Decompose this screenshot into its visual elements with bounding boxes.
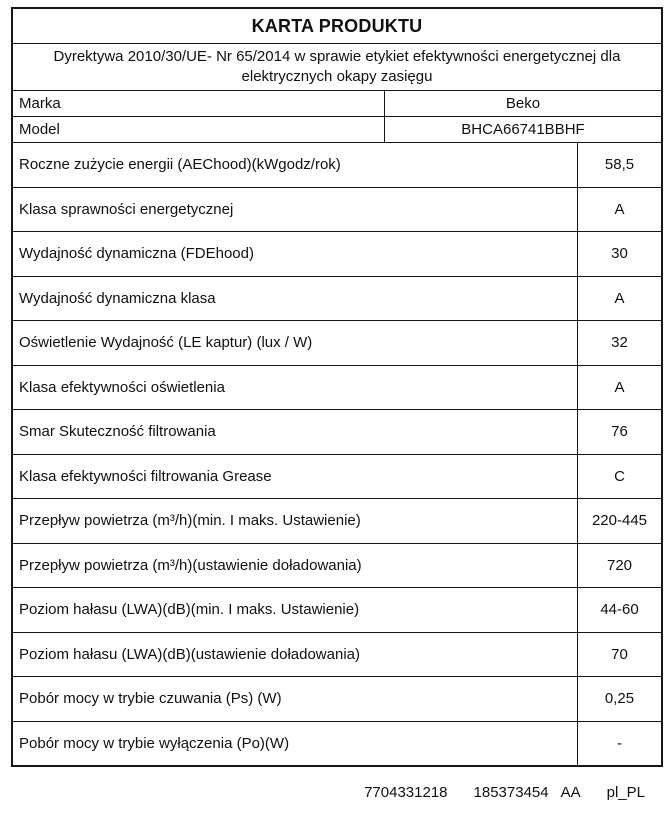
spec-value: C xyxy=(577,455,661,499)
spec-label: Smar Skuteczność filtrowania xyxy=(19,423,216,441)
sheet-title: KARTA PRODUKTU xyxy=(251,15,423,36)
spec-value: 76 xyxy=(577,410,661,454)
spec-value: 30 xyxy=(577,232,661,276)
spec-label: Wydajność dynamiczna klasa xyxy=(19,289,216,307)
spec-row-airflow-boost xyxy=(13,543,661,588)
spec-label: Wydajność dynamiczna (FDEhood) xyxy=(19,245,254,263)
directive-note: Dyrektywa 2010/30/UE- Nr 65/2014 w sprawie etykiet efektywności energetycznej dla elektrycznych okapy zasięgu xyxy=(53,48,621,85)
spec-row-noise-min-max xyxy=(13,587,661,632)
spec-row-noise-boost xyxy=(13,632,661,677)
spec-value: A xyxy=(577,188,661,232)
spec-row-fluid-dynamic-class xyxy=(13,276,661,321)
spec-value: - xyxy=(577,722,661,766)
model-row xyxy=(13,116,661,142)
spec-label: Roczne zużycie energii (AEChood)(kWgodz/rok) xyxy=(19,156,341,174)
spec-label: Przepływ powietrza (m³/h)(ustawienie doładowania) xyxy=(19,556,362,574)
footer-part-number: 7704331218 xyxy=(364,784,448,801)
spec-label: Klasa efektywności oświetlenia xyxy=(19,378,225,396)
spec-value: 44-60 xyxy=(577,588,661,632)
spec-label: Poziom hałasu (LWA)(dB)(min. I maks. Ustawienie) xyxy=(19,601,360,619)
brand-value: Beko xyxy=(384,91,661,116)
spec-value: 58,5 xyxy=(577,143,661,187)
spec-row-grease-filtering-class xyxy=(13,454,661,499)
brand-label: Marka xyxy=(19,95,61,112)
spec-value: A xyxy=(577,366,661,410)
spec-row-airflow-min-max xyxy=(13,498,661,543)
spec-value: A xyxy=(577,277,661,321)
model-value: BHCA66741BBHF xyxy=(384,117,661,142)
spec-label: Klasa sprawności energetycznej xyxy=(19,200,234,218)
directive-row xyxy=(13,43,661,90)
spec-row-fluid-dynamic-efficiency xyxy=(13,231,661,276)
spec-label: Oświetlenie Wydajność (LE kaptur) (lux / W) xyxy=(19,334,313,352)
spec-label: Pobór mocy w trybie wyłączenia (Po)(W) xyxy=(19,734,290,752)
spec-row-lighting-class xyxy=(13,365,661,410)
product-table xyxy=(11,7,663,767)
spec-label: Przepływ powietrza (m³/h)(min. I maks. Ustawienie) xyxy=(19,512,361,530)
spec-row-lighting-efficiency xyxy=(13,320,661,365)
spec-row-grease-filtering xyxy=(13,409,661,454)
footer-document-number: 185373454 xyxy=(473,784,549,801)
spec-label: Klasa efektywności filtrowania Grease xyxy=(19,467,272,485)
spec-value: 0,25 xyxy=(577,677,661,721)
spec-value: 32 xyxy=(577,321,661,365)
spec-label: Poziom hałasu (LWA)(dB)(ustawienie doładowania) xyxy=(19,645,360,663)
spec-label: Pobór mocy w trybie czuwania (Ps) (W) xyxy=(19,690,282,708)
model-label: Model xyxy=(19,121,60,138)
spec-row-annual-energy xyxy=(13,142,661,187)
spec-value: 220-445 xyxy=(577,499,661,543)
spec-row-off-mode-power xyxy=(13,721,661,766)
spec-row-standby-power xyxy=(13,676,661,721)
footer-revision: AA xyxy=(560,784,581,801)
title-row xyxy=(13,9,661,43)
spec-row-energy-class xyxy=(13,187,661,232)
spec-value: 720 xyxy=(577,544,661,588)
footer-codes xyxy=(0,784,645,801)
spec-value: 70 xyxy=(577,633,661,677)
footer-language-code: pl_PL xyxy=(606,784,645,801)
brand-row xyxy=(13,90,661,116)
